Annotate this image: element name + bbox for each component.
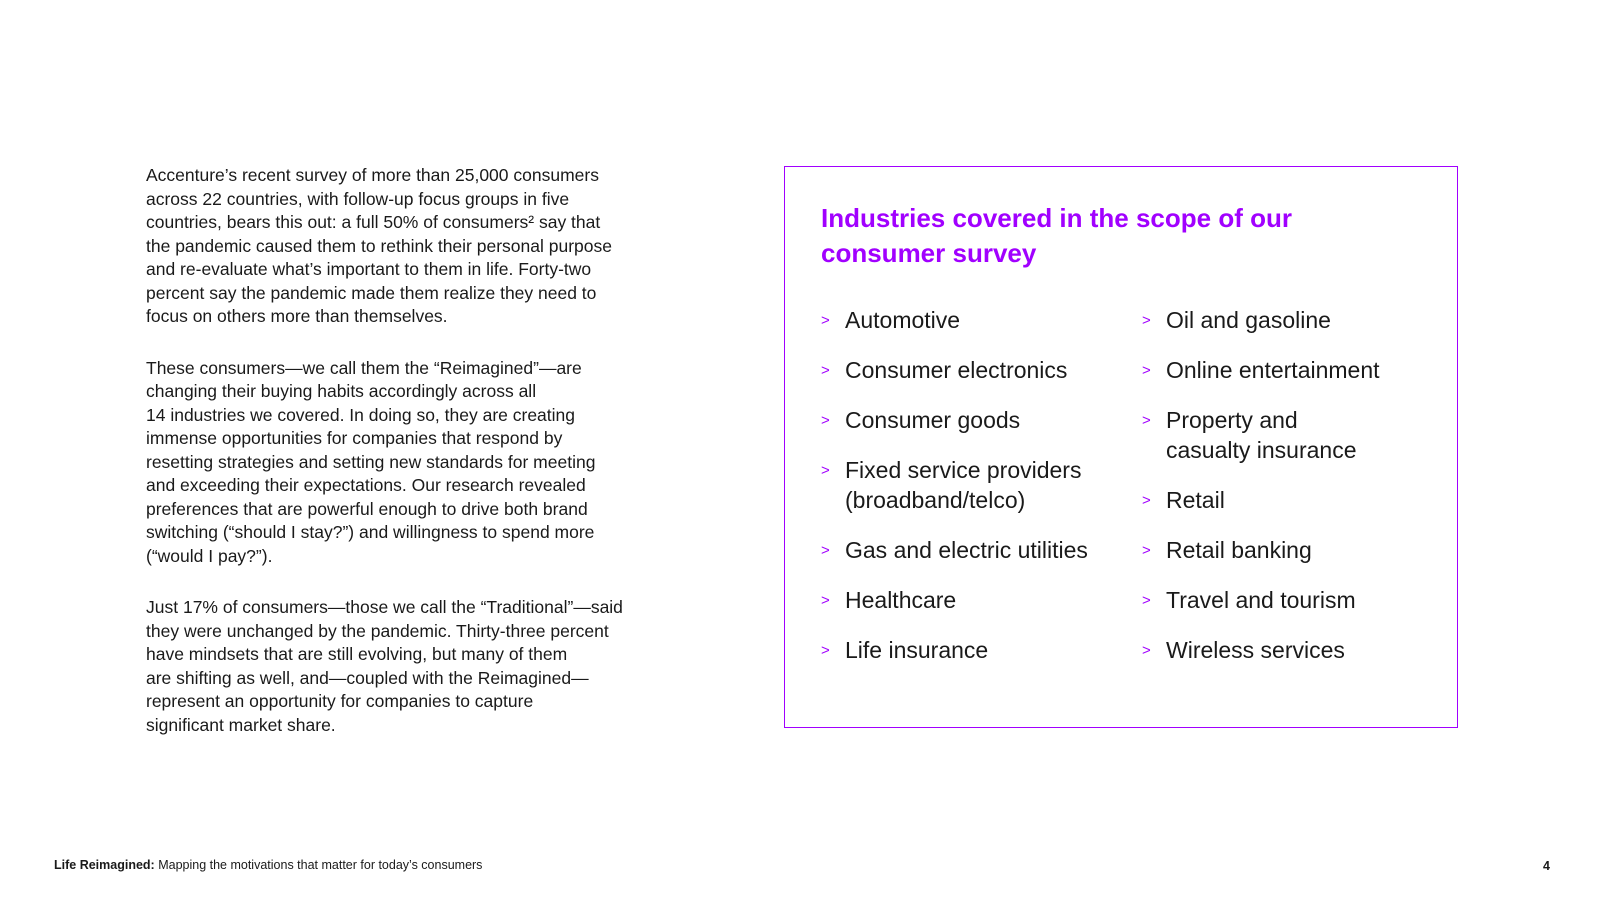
industry-item [1142,635,1442,665]
industry-item-label: Consumer goods [845,407,1021,433]
footer [54,858,482,872]
chevron-right-icon: > [1142,312,1151,329]
chevron-right-icon: > [1142,642,1151,659]
industry-item-label: Life insurance [845,637,989,663]
industry-item [821,405,1121,435]
industry-item [821,305,1121,335]
body-paragraph-traditional: Just 17% of consumers—those we call the “Traditional”—said they were unchanged by the pandemic. Thirty-three percent have mindsets that are still evolving, but many of them are shifting as well, and—coupled with the Reimagined— represent an opportunity for companies to capture significant market share. [146,597,623,735]
industry-item [1142,405,1442,465]
footer-subtitle: Mapping the motivations that matter for today’s consumers [158,858,483,872]
industries-box [784,166,1458,728]
industry-item-label: Consumer electronics [845,357,1068,383]
chevron-right-icon: > [821,412,830,429]
chevron-right-icon: > [1142,412,1151,429]
industry-item [1142,485,1442,515]
industry-item-label: Fixed service providers (broadband/telco) [845,457,1082,513]
industry-item-label: Wireless services [1166,637,1345,663]
industry-item [821,355,1121,385]
industry-item [1142,305,1442,335]
body-text-column [146,164,666,765]
chevron-right-icon: > [821,362,830,379]
industry-item-label: Retail banking [1166,537,1312,563]
body-paragraph-reimagined: These consumers—we call them the “Reimagined”—are changing their buying habits accordingly across all 14 industries we covered. In doing so, they are creating immense opportunities for companies that respond by resetting strategies and setting new standards for meeting and exceeding their expectations. Our research revealed preferences that are powerful enough to drive both brand switching (“should I stay?”) and willingness to spend more (“would I pay?”). [146,357,596,566]
industry-item-label: Online entertainment [1166,357,1380,383]
chevron-right-icon: > [821,542,830,559]
footer-title: Life Reimagined: [54,858,155,872]
page-number: 4 [1543,859,1550,873]
industry-item-label: Property and casualty insurance [1166,407,1357,463]
industry-item-label: Gas and electric utilities [845,537,1088,563]
industry-item-label: Automotive [845,307,961,333]
industry-item [821,585,1121,615]
industry-item-label: Healthcare [845,587,957,613]
chevron-right-icon: > [821,642,830,659]
chevron-right-icon: > [1142,542,1151,559]
industry-list-column-2 [1142,305,1442,685]
industries-box-title: Industries covered in the scope of our consumer survey [821,203,1292,268]
chevron-right-icon: > [1142,592,1151,609]
industry-item [821,635,1121,665]
body-paragraph-survey: Accenture’s recent survey of more than 25,000 consumers across 22 countries, with follow-up focus groups in five countries, bears this out: a full 50% of consumers² say that the pandemic caused them to rethink their personal purpose and re-evaluate what’s important to them in life. Forty-two percent say the pandemic made them realize they need to focus on others more than themselves. [146,165,612,326]
chevron-right-icon: > [1142,362,1151,379]
industry-item [1142,355,1442,385]
chevron-right-icon: > [821,592,830,609]
industry-list-column-1 [821,305,1121,685]
industry-item [1142,535,1442,565]
industry-item [821,535,1121,565]
chevron-right-icon: > [1142,492,1151,509]
industry-item-label: Travel and tourism [1166,587,1356,613]
chevron-right-icon: > [821,312,830,329]
industry-item [821,455,1121,515]
industry-item-label: Retail [1166,487,1225,513]
industry-item [1142,585,1442,615]
chevron-right-icon: > [821,462,830,479]
industry-item-label: Oil and gasoline [1166,307,1331,333]
